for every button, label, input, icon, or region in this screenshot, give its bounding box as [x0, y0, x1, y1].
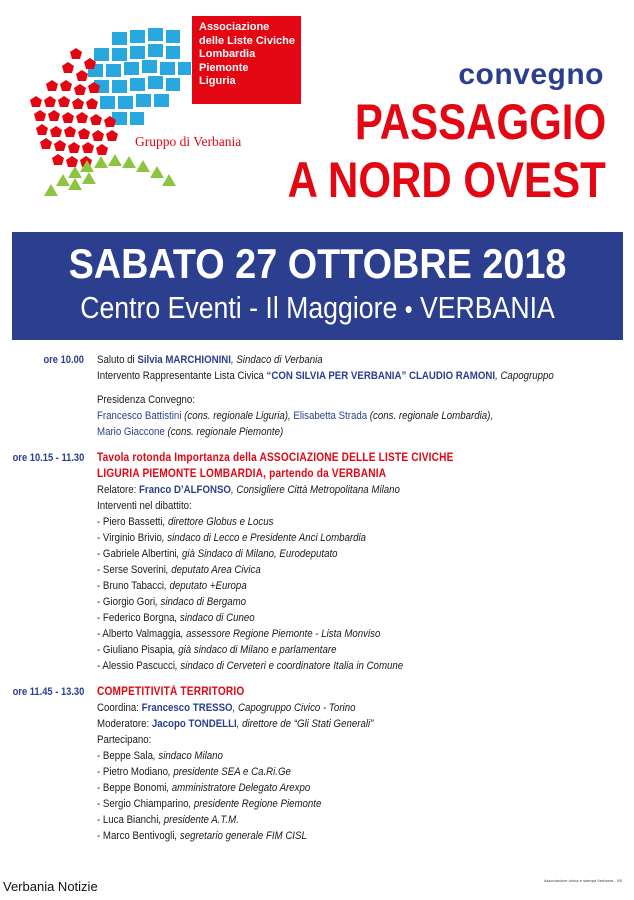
intervento-role: , Capogruppo [495, 370, 554, 382]
participant-role: , segretario generale FIM CISL [174, 830, 307, 842]
speaker-name: - Alessio Pascucci [97, 660, 176, 672]
participant-role: , sindaco Milano [152, 750, 223, 762]
association-line: Piemonte [199, 61, 249, 74]
agenda-section-opening [0, 352, 634, 440]
participant-name: - Luca Bianchi [97, 814, 159, 826]
speaker-line [97, 514, 616, 530]
speaker-line [97, 530, 616, 546]
event-title-line2: A NORD OVEST [287, 152, 606, 208]
speaker-line [97, 626, 616, 642]
president-name: Mario Giaccone [97, 426, 165, 438]
fineprint: Associazione civica e stampa Verbania - VB [543, 878, 622, 883]
group-name: Gruppo di Verbania [135, 134, 242, 149]
agenda-section-competitiveness [0, 684, 634, 844]
date-venue-banner [12, 232, 623, 340]
intervento-prefix: Intervento Rappresentante Lista Civica [97, 370, 267, 382]
speaker-line [97, 594, 616, 610]
participant-line [97, 780, 616, 796]
agenda [0, 352, 634, 854]
speaker-role: , già Sindaco di Milano, Eurodeputato [176, 548, 338, 560]
speaker-role: , già sindaco di Milano e parlamentare [172, 644, 337, 656]
speaker-name: - Bruno Tabacci [97, 580, 165, 592]
speaker-role: , assessore Regione Piemonte - Lista Monviso [180, 628, 381, 640]
greeting-role: , Sindaco di Verbania [230, 354, 323, 366]
section-title: Tavola rotonda Importanza della ASSOCIAZIONE DELLE LISTE CIVICHE [97, 452, 454, 464]
speaker-name: - Alberto Valmaggia [97, 628, 181, 640]
agenda-section-roundtable [0, 450, 634, 674]
speaker-line [97, 658, 616, 674]
relatore-name: Franco D’ALFONSO [138, 484, 231, 496]
venue-name: Centro Eventi - Il Maggiore [80, 290, 398, 325]
speaker-name: - Gabriele Albertini [97, 548, 177, 560]
speaker-name: - Giorgio Gori [97, 596, 156, 608]
participant-role: , presidente A.T.M. [158, 814, 239, 826]
association-line: delle Liste Civiche [199, 34, 295, 47]
greeting-line [97, 352, 616, 368]
interventi-label: Interventi nel dibattito: [97, 500, 192, 512]
partecipano-label: Partecipano: [97, 734, 152, 746]
speaker-line [97, 578, 616, 594]
moderatore-role: , direttore de “Gli Stati Generali” [236, 718, 374, 730]
participant-line [97, 748, 616, 764]
participant-line [97, 828, 616, 844]
liguria-green-triangles [44, 154, 176, 196]
president-name: Francesco Battistini [97, 410, 182, 422]
coordina-role: , Capogruppo Civico - Torino [232, 702, 356, 714]
section-title: LIGURIA PIEMONTE LOMBARDIA, partendo da VERBANIA [97, 468, 387, 480]
speaker-name: - Federico Borgna [97, 612, 175, 624]
moderatore-label: Moderatore: [97, 718, 152, 730]
speaker-name: - Virginio Brivio [97, 532, 162, 544]
association-line: Associazione [199, 21, 270, 33]
relatore-line [97, 482, 616, 498]
speaker-role: , deputato Area Civica [165, 564, 261, 576]
speaker-name: - Giuliano Pisapia [97, 644, 173, 656]
participant-name: - Beppe Bonomi [97, 782, 167, 794]
president-role: (cons. regionale Liguria), [181, 410, 294, 422]
participant-line [97, 796, 616, 812]
participant-role: , presidente SEA e Ca.Ri.Ge [168, 766, 291, 778]
presidenza-label: Presidenza Convegno: [97, 394, 195, 406]
president-name: Elisabetta Strada [293, 410, 368, 422]
greeting-name: Silvia MARCHIONINI [137, 354, 231, 366]
moderatore-name: Jacopo TONDELLI [151, 718, 237, 730]
participant-name: - Marco Bentivogli [97, 830, 175, 842]
section-time: ore 11.45 - 13.30 [12, 686, 85, 698]
president-role: (cons. regionale Lombardia), [367, 410, 494, 422]
relatore-label: Relatore: [97, 484, 139, 496]
speaker-role: , deputato +Europa [164, 580, 247, 592]
section-title: COMPETITIVITÀ TERRITORIO [97, 686, 245, 698]
speaker-line [97, 642, 616, 658]
association-line: Liguria [199, 75, 236, 88]
speaker-name: - Serse Soverini [97, 564, 166, 576]
coordina-line [97, 700, 616, 716]
event-kicker: convegno [458, 58, 604, 91]
intervento-list: “CON SILVIA PER VERBANIA” CLAUDIO RAMONI [266, 370, 496, 382]
coordina-label: Coordina: [97, 702, 142, 714]
moderatore-line [97, 716, 616, 732]
venue-separator: • [404, 294, 413, 324]
relatore-role: , Consigliere Città Metropolitana Milano [230, 484, 400, 496]
speaker-role: , sindaco di Cuneo [174, 612, 255, 624]
watermark: Verbania Notizie [3, 879, 98, 894]
greeting-prefix: Saluto di [97, 354, 138, 366]
speaker-name: - Piero Bassetti [97, 516, 163, 528]
participant-line [97, 812, 616, 828]
participant-role: , presidente Regione Piemonte [188, 798, 322, 810]
speaker-line [97, 610, 616, 626]
association-line: Lombardia [199, 48, 256, 61]
intervento-line [97, 368, 616, 384]
speaker-role: , sindaco di Bergamo [155, 596, 247, 608]
speaker-role: , direttore Globus e Locus [162, 516, 274, 528]
speaker-line [97, 562, 616, 578]
presidenza-line [97, 408, 616, 424]
speaker-line [97, 546, 616, 562]
venue-city: VERBANIA [419, 290, 555, 325]
speaker-role: , sindaco di Cerveteri e coordinatore Italia in Comune [175, 660, 404, 672]
president-role: (cons. regionale Piemonte) [164, 426, 284, 438]
association-name-box [192, 16, 301, 104]
participant-line [97, 764, 616, 780]
event-venue-line [55, 290, 580, 326]
lombardia-blue-tiles [88, 28, 191, 125]
coordina-name: Francesco TRESSO [141, 702, 233, 714]
participant-role: , amministratore Delegato Arexpo [166, 782, 311, 794]
association-logo-map [22, 22, 202, 200]
participant-name: - Beppe Sala [97, 750, 153, 762]
event-title-line1: PASSAGGIO [354, 94, 606, 150]
participant-name: - Sergio Chiamparino [97, 798, 189, 810]
presidenza-line [97, 424, 616, 440]
section-time: ore 10.00 [43, 354, 84, 366]
speaker-role: , sindaco di Lecco e Presidente Anci Lombardia [161, 532, 367, 544]
event-date: SABATO 27 OTTOBRE 2018 [68, 240, 567, 287]
participant-name: - Pietro Modiano [97, 766, 169, 778]
section-time: ore 10.15 - 11.30 [12, 452, 85, 464]
